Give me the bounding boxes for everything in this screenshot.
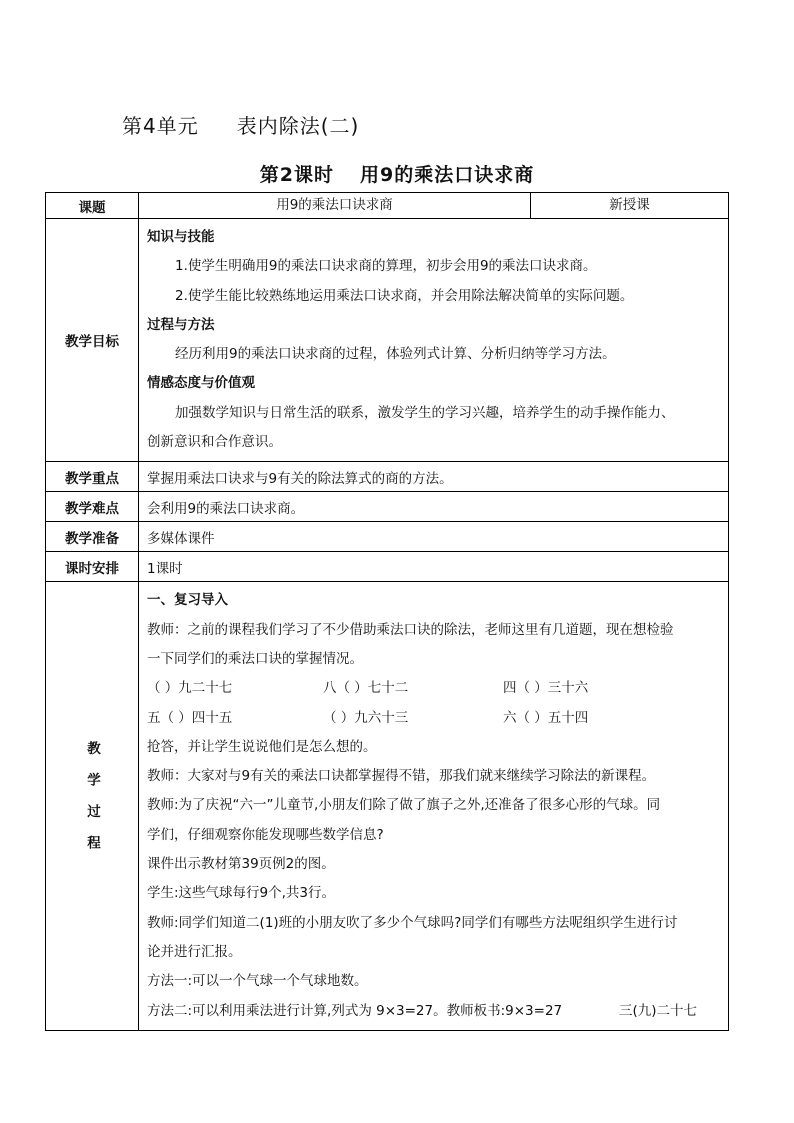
- process-text-9: [147, 997, 720, 1026]
- process-text-1b: 一下同学们的乘法口诀的掌握情况。: [147, 650, 363, 667]
- lesson-plan-table: [45, 192, 729, 1031]
- process-text-4a: 教师:为了庆祝“六一”儿童节,小朋友们除了做了旗子之外,还准备了很多心形的气球。同: [147, 797, 661, 814]
- row-goals: [46, 219, 729, 462]
- process-text-6: 学生:这些气球每行9个,共3行。: [147, 885, 336, 902]
- goal-item-1: 1.使学生明确用9的乘法口诀求商的算理，初步会用9的乘法口诀求商。: [175, 258, 597, 275]
- process-text-7a: 教师:同学们知道二(1)班的小朋友吹了多少个气球吗?同学们有哪些方法呢组织学生进行讨: [147, 914, 678, 931]
- label-hours: 课时安排: [46, 552, 139, 582]
- process-text-4b: 学们，仔细观察你能发现哪些数学信息?: [147, 826, 384, 843]
- quiz-item-1: （ ）九二十七: [147, 680, 233, 697]
- process-text-8: 方法一:可以一个气球一个气球地数。: [147, 973, 368, 990]
- label-prep: 教学准备: [46, 522, 139, 552]
- label-topic: 课题: [46, 193, 139, 219]
- lesson-title: [0, 160, 794, 187]
- quiz-item-3: 四（ ）三十六: [503, 680, 589, 697]
- unit-topic: 表内除法(二): [236, 114, 360, 138]
- process-text-1a: 教师：之前的课程我们学习了不少借助乘法口诀的除法，老师这里有几道题，现在想检验: [147, 621, 674, 638]
- goal-heading-process: 过程与方法: [147, 316, 215, 333]
- process-heading-review: 一、复习导入: [147, 592, 228, 609]
- goal-item-2: 2.使学生能比较熟练地运用乘法口诀求商，并会用除法解决简单的实际问题。: [175, 287, 634, 304]
- unit-number: 第4单元: [122, 114, 199, 138]
- row-difficulty: [46, 492, 729, 522]
- goal-heading-knowledge: 知识与技能: [147, 229, 215, 245]
- process-text-3: 教师：大家对与9有关的乘法口诀都掌握得不错，那我们就来继续学习除法的新课程。: [147, 768, 656, 785]
- process-text-9a: 方法二:可以利用乘法进行计算,列式为 9×3=27。教师板书:9×3=27: [147, 1002, 563, 1019]
- goal-heading-attitude: 情感态度与价值观: [147, 375, 255, 392]
- row-prep: [46, 522, 729, 552]
- hours-value: 1课时: [139, 552, 729, 582]
- key-value: 掌握用乘法口诀求与9有关的除法算式的商的方法。: [139, 462, 729, 492]
- quiz-item-5: （ ）九六十三: [323, 709, 409, 726]
- lesson-type: 新授课: [531, 193, 729, 219]
- label-key: 教学重点: [46, 462, 139, 492]
- row-hours: [46, 552, 729, 582]
- goals-content: [139, 219, 729, 462]
- process-text-5: 课件出示教材第39页例2的图。: [147, 856, 335, 873]
- quiz-row-2: [147, 704, 720, 733]
- goal-item-attitude-1: 加强数学知识与日常生活的联系，激发学生的学习兴趣，培养学生的动手操作能力、: [175, 404, 675, 421]
- label-process: [46, 582, 139, 1030]
- process-text-2: 抢答，并让学生说说他们是怎么想的。: [147, 738, 377, 755]
- goal-item-attitude-2: 创新意识和合作意识。: [147, 434, 282, 451]
- label-goals: 教学目标: [46, 219, 139, 462]
- difficulty-value: 会利用9的乘法口诀求商。: [139, 492, 729, 522]
- process-content: [139, 582, 729, 1030]
- quiz-item-6: 六（ ）五十四: [503, 709, 589, 726]
- row-topic: [46, 193, 729, 219]
- quiz-item-4: 五（ ）四十五: [147, 709, 233, 726]
- label-difficulty: 教学难点: [46, 492, 139, 522]
- topic-value: 用9的乘法口诀求商: [139, 193, 531, 219]
- process-text-7b: 论并进行汇报。: [147, 943, 242, 960]
- lesson-number: 第2课时: [259, 164, 334, 186]
- unit-title: [122, 110, 359, 139]
- lesson-topic: 用9的乘法口诀求商: [360, 164, 535, 186]
- goal-item-process: 经历利用9的乘法口诀求商的过程，体验列式计算、分析归纳等学习方法。: [175, 346, 616, 363]
- quiz-row-1: [147, 674, 720, 703]
- process-label-text: 教学过程: [84, 741, 100, 868]
- row-process: [46, 582, 729, 1030]
- prep-value: 多媒体课件: [139, 522, 729, 552]
- row-key: [46, 462, 729, 492]
- process-text-9b: 三(九)二十七: [619, 1002, 698, 1019]
- quiz-item-2: 八（ ）七十二: [323, 680, 409, 697]
